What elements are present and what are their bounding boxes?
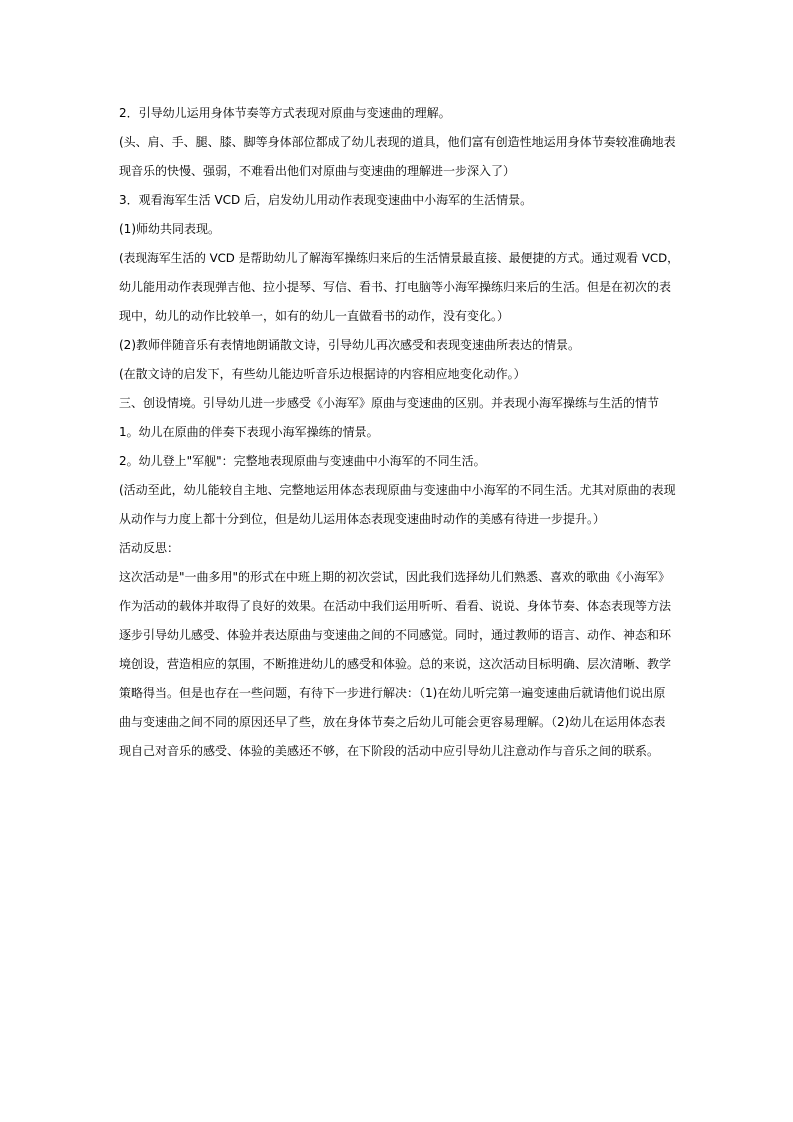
text-line: 策略得当。但是也存在一些问题，有待下一步进行解决：（1)在幼儿听完第一遍变速曲后就请他们说出原: [119, 686, 666, 700]
text-line: (头、肩、手、腿、膝、脚等身体部位都成了幼儿表现的道具，他们富有创造性地运用身体节奏较准确地表: [119, 135, 676, 149]
text-line: 曲与变速曲之间不同的原因还早了些，放在身体节奏之后幼儿可能会更容易理解。（2)幼儿在运用体态表: [119, 715, 666, 729]
text-line: 2。幼儿登上"军舰"：完整地表现原曲与变速曲中小海军的不同生活。: [119, 454, 486, 468]
text-line: 逐步引导幼儿感受、体验并表达原曲与变速曲之间的不同感觉。同时，通过教师的语言、动作、神态和环: [119, 628, 672, 642]
text-line: 现音乐的快慢、强弱，不难看出他们对原曲与变速曲的理解进一步深入了）: [119, 164, 516, 178]
text-line: (活动至此，幼儿能较自主地、完整地运用体态表现原曲与变速曲中小海军的不同生活。尤其对原曲的表现: [119, 483, 676, 497]
text-line: 3．观看海军生活 VCD 后，启发幼儿用动作表现变速曲中小海军的生活情景。: [119, 193, 533, 207]
document-body: [119, 99, 679, 766]
text-line: 幼儿能用动作表现弹吉他、拉小提琴、写信、看书、打电脑等小海军操练归来后的生活。但是在初次的表: [119, 280, 672, 294]
text-line: (1)师幼共同表现。: [119, 222, 220, 236]
text-line: (表现海军生活的 VCD 是帮助幼儿了解海军操练归来后的生活情景最直接、最便捷的方式。通过观看 VCD，: [119, 251, 679, 265]
text-line: 三、创设情境。引导幼儿进一步感受《小海军》原曲与变速曲的区别。并表现小海军操练与生活的情节: [119, 396, 660, 410]
text-line: 1。幼儿在原曲的伴奏下表现小海军操练的情景。: [119, 425, 379, 439]
text-line: 这次活动是"一曲多用"的形式在中班上期的初次尝试，因此我们选择幼儿们熟悉、喜欢的歌曲《小海军》: [119, 570, 671, 584]
section-heading: 活动反思：: [119, 541, 180, 555]
text-line: 从动作与力度上都十分到位，但是幼儿运用体态表现变速曲时动作的美感有待进一步提升。）: [119, 512, 606, 526]
text-line: 现中，幼儿的动作比较单一，如有的幼儿一直做看书的动作，没有变化。）: [119, 309, 510, 323]
text-line: 境创设，营造相应的氛围，不断推进幼儿的感受和体验。总的来说，这次活动目标明确、层次清晰、教学: [119, 657, 672, 671]
text-line: (在散文诗的启发下，有些幼儿能边听音乐边根据诗的内容相应地变化动作。）: [119, 367, 526, 381]
text-line: 现自己对音乐的感受、体验的美感还不够，在下阶段的活动中应引导幼儿注意动作与音乐之间的联系。: [119, 744, 660, 758]
text-line: 2．引导幼儿运用身体节奏等方式表现对原曲与变速曲的理解。: [119, 106, 451, 120]
text-line: (2)教师伴随音乐有表情地朗诵散文诗，引导幼儿再次感受和表现变速曲所表达的情景。: [119, 338, 581, 352]
text-line: 作为活动的载体并取得了良好的效果。在活动中我们运用听听、看看、说说、身体节奏、体态表现等方法: [119, 599, 672, 613]
